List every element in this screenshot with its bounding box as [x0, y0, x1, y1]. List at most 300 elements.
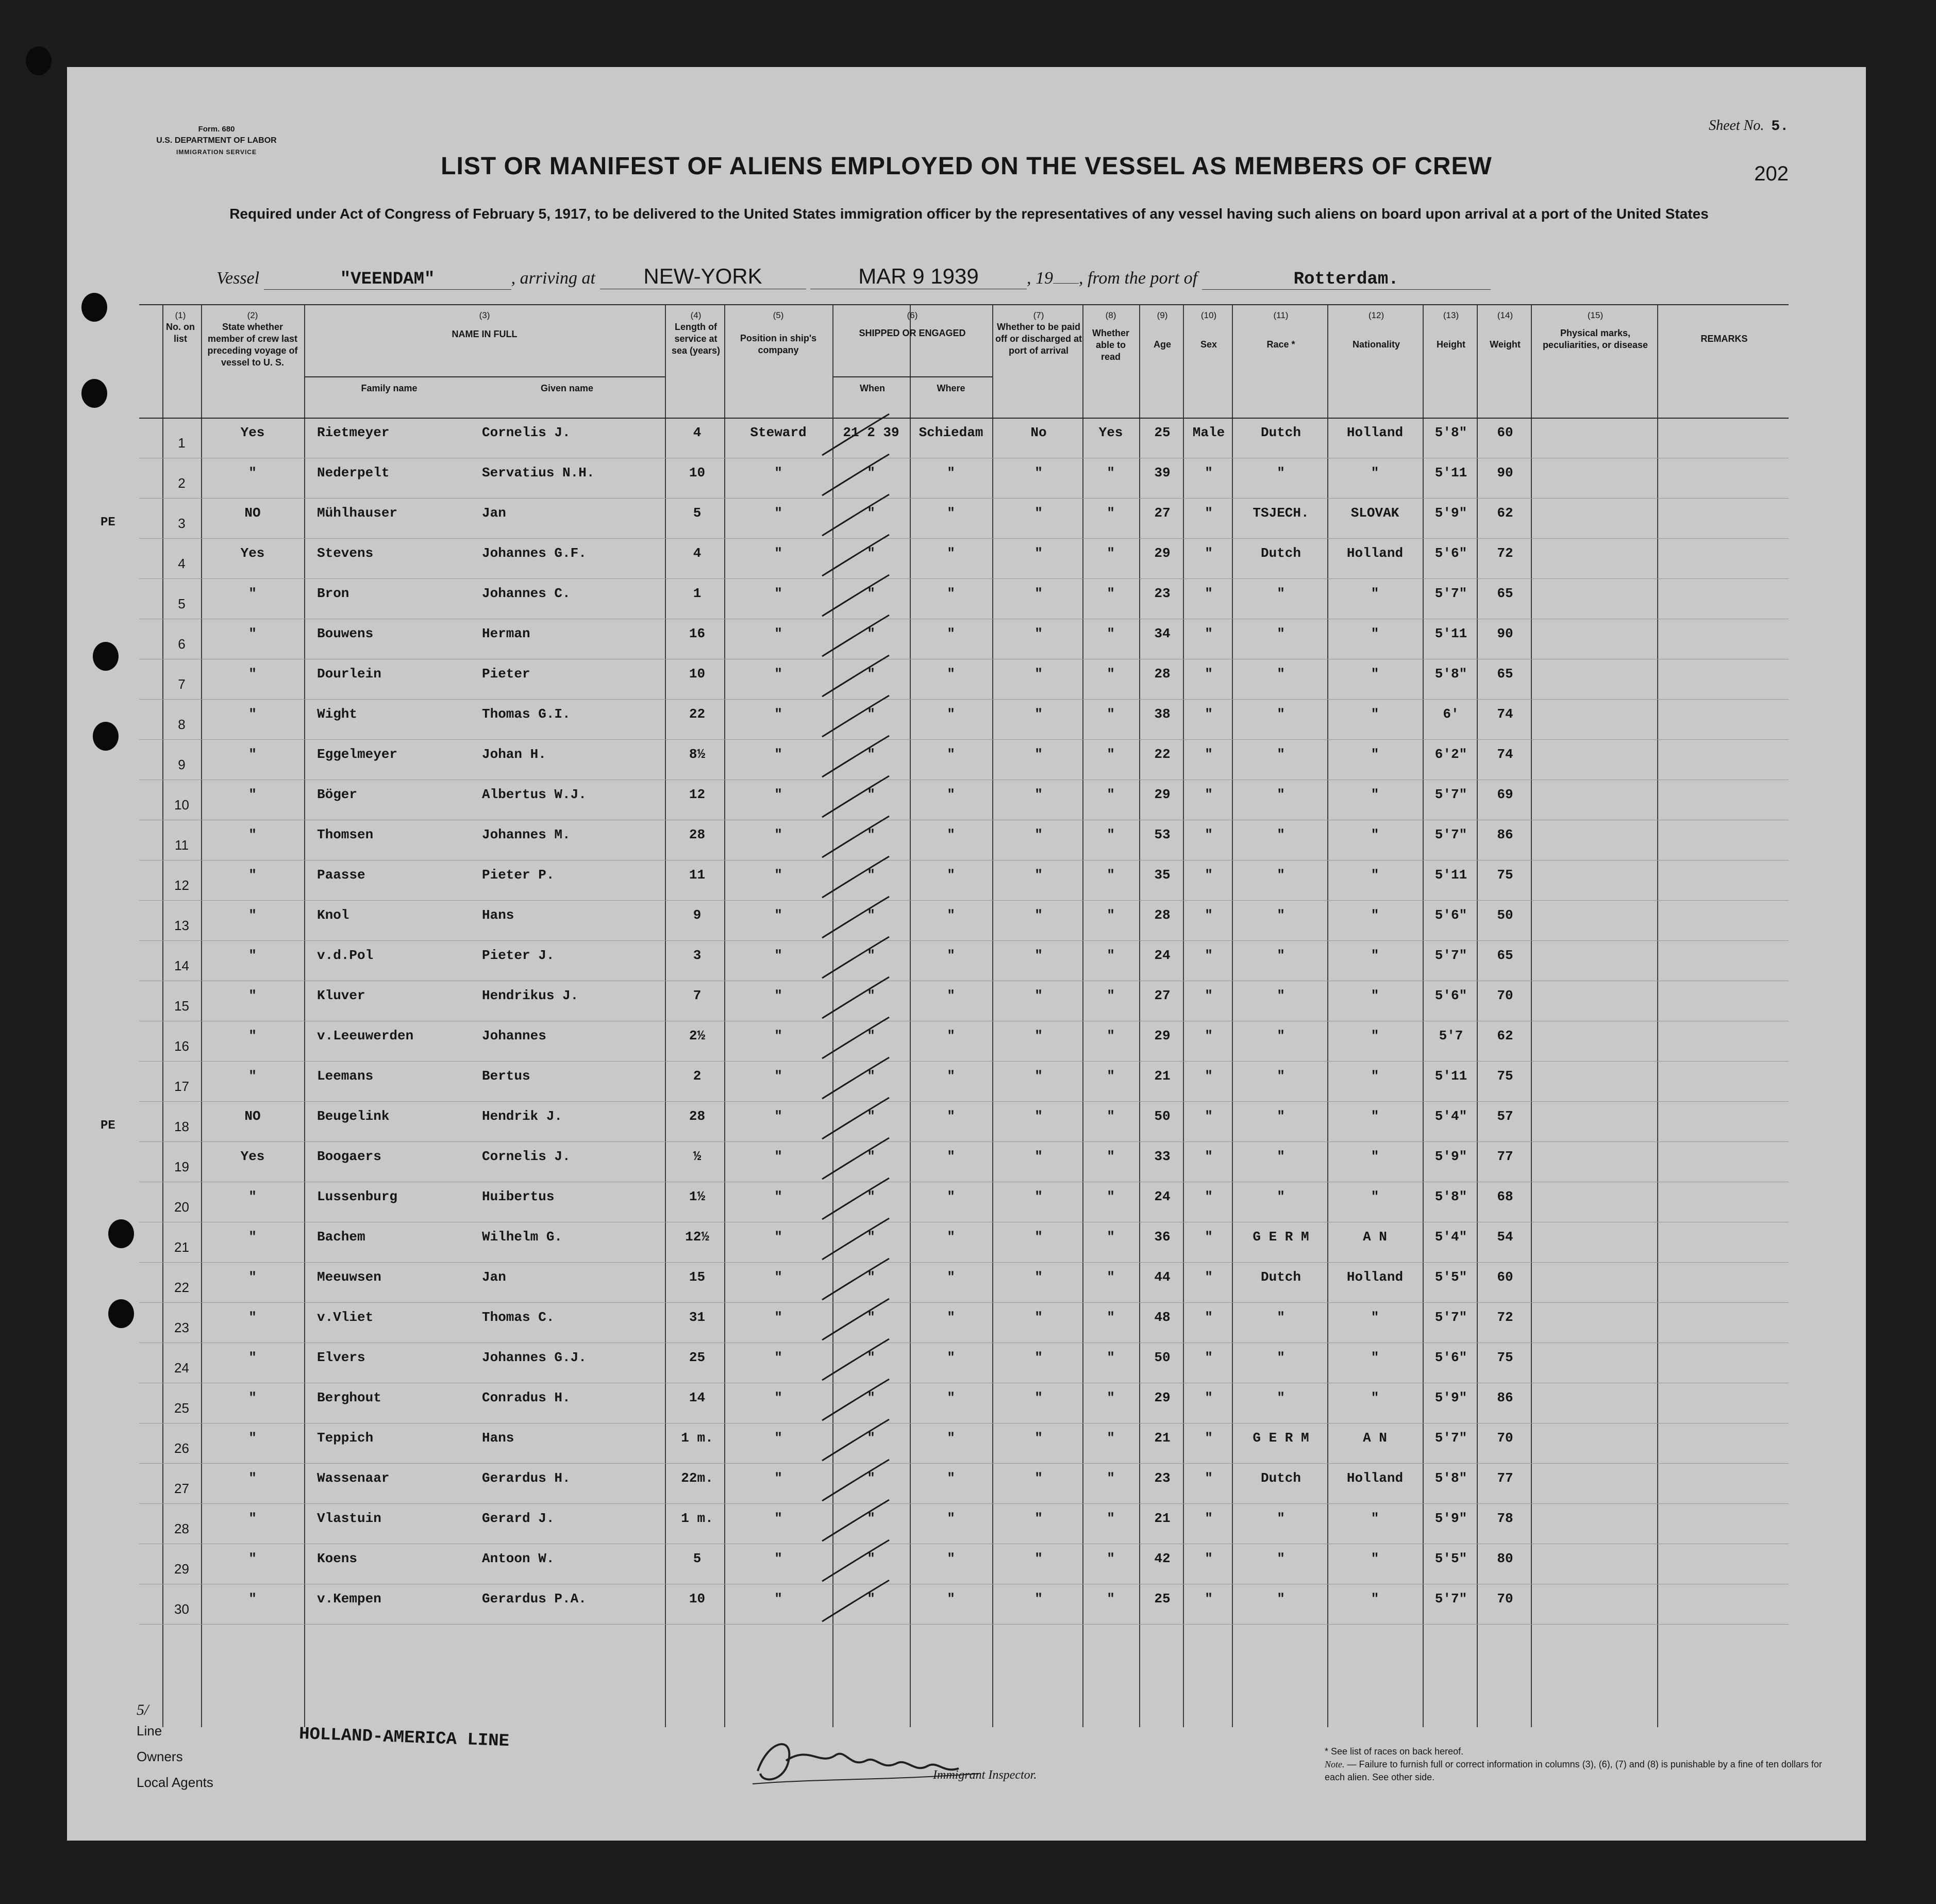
service-length-cell: 10 [689, 1591, 706, 1607]
local-agents-label: Local Agents [137, 1775, 213, 1790]
race-cell: G E R M [1253, 1430, 1309, 1446]
inspector-label: Immigrant Inspector. [933, 1768, 1037, 1782]
able-to-read-cell: " [1107, 505, 1115, 521]
able-to-read-cell: " [1107, 465, 1115, 481]
member-status-cell: " [248, 787, 257, 802]
family-name-cell: v.Leeuwerden [317, 1028, 414, 1044]
shipped-when-cell: " [867, 1511, 875, 1526]
year-prefix: , 19 [1027, 269, 1053, 288]
shipped-when-cell: " [867, 1310, 875, 1325]
position-cell: " [774, 1310, 782, 1325]
weight-cell: 78 [1497, 1511, 1513, 1526]
table-row [139, 659, 1789, 695]
age-cell: 44 [1154, 1269, 1171, 1285]
nationality-cell: " [1371, 907, 1379, 923]
row-number-cell: 1 [178, 435, 186, 451]
given-name-cell: Thomas C. [482, 1310, 555, 1325]
able-to-read-cell: " [1107, 1591, 1115, 1607]
sex-cell: Male [1192, 425, 1225, 440]
shipped-where-cell: " [947, 586, 955, 601]
paid-off-cell: " [1034, 1149, 1043, 1164]
nationality-cell: " [1371, 666, 1379, 682]
col-header-name: (3) NAME IN FULL [452, 310, 518, 339]
row-number-cell: 24 [174, 1360, 189, 1376]
nationality-cell: " [1371, 747, 1379, 762]
given-name-cell: Herman [482, 626, 530, 641]
row-rule [304, 376, 665, 377]
sex-cell: " [1205, 1269, 1213, 1285]
paid-off-cell: " [1034, 907, 1043, 923]
shipped-where-cell: " [947, 867, 955, 883]
shipped-where-cell: " [947, 988, 955, 1003]
service-length-cell: 31 [689, 1310, 706, 1325]
table-row [139, 578, 1789, 615]
family-name-cell: Paasse [317, 867, 365, 883]
sex-cell: " [1205, 787, 1213, 802]
position-cell: " [774, 706, 782, 722]
given-name-cell: Hans [482, 1430, 514, 1446]
age-cell: 23 [1154, 1470, 1171, 1486]
age-cell: 29 [1154, 1390, 1171, 1405]
height-cell: 5'9" [1434, 505, 1467, 521]
given-name-cell: Huibertus [482, 1189, 555, 1204]
family-name-cell: Stevens [317, 545, 374, 561]
paid-off-cell: " [1034, 1108, 1043, 1124]
punch-hole [93, 722, 119, 751]
line-label: Line [137, 1723, 162, 1739]
service-length-cell: 1 m. [681, 1511, 713, 1526]
table-row [139, 1584, 1789, 1620]
position-cell: " [774, 505, 782, 521]
nationality-cell: " [1371, 1511, 1379, 1526]
weight-cell: 74 [1497, 747, 1513, 762]
height-cell: 5'5" [1434, 1551, 1467, 1566]
nationality-cell: " [1371, 1149, 1379, 1164]
member-status-cell: " [248, 907, 257, 923]
paid-off-cell: " [1034, 706, 1043, 722]
age-cell: 27 [1154, 505, 1171, 521]
position-cell: " [774, 1470, 782, 1486]
able-to-read-cell: " [1107, 787, 1115, 802]
shipped-when-cell: " [867, 948, 875, 963]
member-status-cell: " [248, 867, 257, 883]
family-name-cell: Wight [317, 706, 358, 722]
family-name-cell: Teppich [317, 1430, 374, 1446]
row-number-cell: 5 [178, 596, 186, 611]
race-cell: " [1277, 747, 1285, 762]
service-name: IMMIGRATION SERVICE [176, 148, 257, 156]
pe-annotation: PE [101, 516, 115, 529]
shipped-where-cell: " [947, 1108, 955, 1124]
given-name-cell: Gerardus H. [482, 1470, 571, 1486]
service-length-cell: 28 [689, 1108, 706, 1124]
service-length-cell: 2 [693, 1068, 702, 1084]
shipped-where-cell: " [947, 1269, 955, 1285]
able-to-read-cell: " [1107, 1068, 1115, 1084]
age-cell: 23 [1154, 586, 1171, 601]
member-status-cell: " [248, 706, 257, 722]
member-status-cell: " [248, 1470, 257, 1486]
height-cell: 5'4" [1434, 1108, 1467, 1124]
race-cell: " [1277, 1068, 1285, 1084]
able-to-read-cell: " [1107, 747, 1115, 762]
given-name-cell: Pieter [482, 666, 530, 682]
height-cell: 5'11 [1434, 626, 1467, 641]
vessel-line [216, 264, 1491, 290]
given-name-cell: Johan H. [482, 747, 546, 762]
paid-off-cell: " [1034, 1551, 1043, 1566]
row-number-cell: 8 [178, 717, 186, 732]
table-row [139, 418, 1789, 454]
age-cell: 22 [1154, 747, 1171, 762]
row-number-cell: 25 [174, 1400, 189, 1416]
col-header-when: When [860, 383, 885, 393]
given-name-cell: Thomas G.I. [482, 706, 571, 722]
row-number-cell: 4 [178, 556, 186, 571]
race-cell: Dutch [1260, 425, 1301, 440]
position-cell: " [774, 1269, 782, 1285]
given-name-cell: Hans [482, 907, 514, 923]
row-number-cell: 19 [174, 1159, 189, 1174]
punch-hole [108, 1299, 134, 1328]
row-number-cell: 21 [174, 1239, 189, 1255]
shipped-where-cell: " [947, 1229, 955, 1245]
table-row [139, 1544, 1789, 1580]
col-header-family-name: Family name [361, 383, 418, 393]
position-cell: " [774, 1028, 782, 1044]
weight-cell: 74 [1497, 706, 1513, 722]
shipped-where-cell: " [947, 948, 955, 963]
family-name-cell: Elvers [317, 1350, 365, 1365]
height-cell: 5'7" [1434, 1430, 1467, 1446]
nationality-cell: Holland [1346, 425, 1404, 440]
row-number-cell: 30 [174, 1601, 189, 1617]
service-length-cell: 1 [693, 586, 702, 601]
shipped-when-cell: " [867, 867, 875, 883]
shipped-when-cell: " [867, 907, 875, 923]
position-cell: " [774, 1229, 782, 1245]
race-cell: " [1277, 907, 1285, 923]
family-name-cell: Dourlein [317, 666, 381, 682]
able-to-read-cell: " [1107, 1470, 1115, 1486]
table-row [139, 940, 1789, 976]
pe-annotation: PE [101, 1119, 115, 1133]
table-row [139, 1423, 1789, 1459]
col-header-where: Where [937, 383, 965, 393]
family-name-cell: Knol [317, 907, 349, 923]
age-cell: 50 [1154, 1108, 1171, 1124]
shipped-when-cell: " [867, 1350, 875, 1365]
member-status-cell: " [248, 948, 257, 963]
member-status-cell: " [248, 1269, 257, 1285]
paid-off-cell: " [1034, 867, 1043, 883]
age-cell: 33 [1154, 1149, 1171, 1164]
member-status-cell: " [248, 1350, 257, 1365]
able-to-read-cell: " [1107, 988, 1115, 1003]
able-to-read-cell: " [1107, 827, 1115, 842]
arriving-label: , arriving at [511, 269, 595, 288]
race-cell: " [1277, 1149, 1285, 1164]
shipped-when-cell: " [867, 1551, 875, 1566]
note-label: Note. [1325, 1759, 1345, 1769]
position-cell: " [774, 747, 782, 762]
row-number-cell: 28 [174, 1521, 189, 1536]
paid-off-cell: " [1034, 787, 1043, 802]
col-header-paid-off: (7) Whether to be paid off or discharged at port of arrival [995, 310, 1082, 356]
service-length-cell: 3 [693, 948, 702, 963]
shipped-where-cell: " [947, 465, 955, 481]
shipped-when-cell: " [867, 1229, 875, 1245]
weight-cell: 75 [1497, 867, 1513, 883]
race-cell: " [1277, 586, 1285, 601]
age-cell: 24 [1154, 1189, 1171, 1204]
able-to-read-cell: " [1107, 626, 1115, 641]
shipped-where-cell: Schiedam [919, 425, 983, 440]
position-cell: " [774, 586, 782, 601]
weight-cell: 65 [1497, 948, 1513, 963]
nationality-cell: " [1371, 827, 1379, 842]
able-to-read-cell: " [1107, 586, 1115, 601]
family-name-cell: Eggelmeyer [317, 747, 398, 762]
punch-hole [81, 293, 107, 322]
family-name-cell: v.Kempen [317, 1591, 381, 1607]
weight-cell: 86 [1497, 1390, 1513, 1405]
paid-off-cell: " [1034, 1189, 1043, 1204]
nationality-cell: " [1371, 626, 1379, 641]
row-number-cell: 10 [174, 797, 189, 813]
row-number-cell: 3 [178, 516, 186, 531]
owners-label: Owners [137, 1749, 183, 1764]
given-name-cell: Bertus [482, 1068, 530, 1084]
row-number-cell: 9 [178, 757, 186, 772]
sex-cell: " [1205, 1591, 1213, 1607]
race-cell: " [1277, 1511, 1285, 1526]
given-name-cell: Gerard J. [482, 1511, 555, 1526]
nationality-cell: " [1371, 1189, 1379, 1204]
able-to-read-cell: " [1107, 1028, 1115, 1044]
given-name-cell: Servatius N.H. [482, 465, 595, 481]
service-length-cell: 11 [689, 867, 706, 883]
table-row [139, 699, 1789, 735]
sex-cell: " [1205, 1068, 1213, 1084]
age-cell: 21 [1154, 1511, 1171, 1526]
table-row [139, 1503, 1789, 1539]
position-cell: " [774, 867, 782, 883]
member-status-cell: Yes [240, 425, 265, 440]
nationality-cell: A N [1363, 1229, 1387, 1245]
service-length-cell: ½ [693, 1149, 702, 1164]
service-length-cell: 12½ [685, 1229, 709, 1245]
sex-cell: " [1205, 948, 1213, 963]
position-cell: " [774, 907, 782, 923]
sex-cell: " [1205, 1310, 1213, 1325]
paid-off-cell: " [1034, 1310, 1043, 1325]
table-row [139, 1302, 1789, 1338]
height-cell: 5'6" [1434, 1350, 1467, 1365]
row-number-cell: 7 [178, 676, 186, 692]
age-cell: 25 [1154, 1591, 1171, 1607]
position-cell: " [774, 1591, 782, 1607]
nationality-cell: Holland [1346, 1470, 1404, 1486]
owners-value: HOLLAND-AMERICA LINE [298, 1724, 510, 1752]
sex-cell: " [1205, 1390, 1213, 1405]
race-cell: Dutch [1260, 545, 1301, 561]
age-cell: 24 [1154, 948, 1171, 963]
shipped-where-cell: " [947, 706, 955, 722]
sex-cell: " [1205, 545, 1213, 561]
member-status-cell: " [248, 626, 257, 641]
sheet-number-label: Sheet No. [1709, 118, 1764, 134]
weight-cell: 72 [1497, 545, 1513, 561]
shipped-where-cell: " [947, 505, 955, 521]
weight-cell: 77 [1497, 1470, 1513, 1486]
row-rule [832, 376, 992, 377]
paid-off-cell: " [1034, 747, 1043, 762]
service-length-cell: 25 [689, 1350, 706, 1365]
family-name-cell: Meeuwsen [317, 1269, 381, 1285]
shipped-where-cell: " [947, 1430, 955, 1446]
col-header-nationality: (12) Nationality [1352, 310, 1400, 350]
sheet-number [1709, 118, 1789, 135]
position-cell: " [774, 1551, 782, 1566]
race-cell: " [1277, 626, 1285, 641]
given-name-cell: Jan [482, 1269, 506, 1285]
race-cell: Dutch [1260, 1470, 1301, 1486]
given-name-cell: Hendrikus J. [482, 988, 579, 1003]
weight-cell: 57 [1497, 1108, 1513, 1124]
paid-off-cell: " [1034, 988, 1043, 1003]
position-cell: " [774, 1511, 782, 1526]
nationality-cell: Holland [1346, 545, 1404, 561]
shipped-when-cell: " [867, 465, 875, 481]
able-to-read-cell: " [1107, 666, 1115, 682]
service-length-cell: 2½ [689, 1028, 706, 1044]
shipped-where-cell: " [947, 1068, 955, 1084]
vessel-label: Vessel [216, 269, 260, 288]
family-name-cell: Lussenburg [317, 1189, 398, 1204]
table-row [139, 860, 1789, 896]
sex-cell: " [1205, 1350, 1213, 1365]
paid-off-cell: No [1030, 425, 1047, 440]
shipped-where-cell: " [947, 1350, 955, 1365]
service-length-cell: 4 [693, 425, 702, 440]
col-header-no: (1) No. on list [166, 310, 195, 344]
nationality-cell: " [1371, 586, 1379, 601]
race-cell: " [1277, 988, 1285, 1003]
nationality-cell: " [1371, 1390, 1379, 1405]
able-to-read-cell: " [1107, 1551, 1115, 1566]
given-name-cell: Johannes M. [482, 827, 571, 842]
member-status-cell: " [248, 988, 257, 1003]
age-cell: 28 [1154, 907, 1171, 923]
shipped-when-cell: 21 2 39 [843, 425, 899, 440]
arriving-port: NEW-YORK [600, 264, 806, 289]
height-cell: 5'9" [1434, 1511, 1467, 1526]
weight-cell: 86 [1497, 827, 1513, 842]
shipped-when-cell: " [867, 787, 875, 802]
age-cell: 29 [1154, 545, 1171, 561]
weight-cell: 75 [1497, 1068, 1513, 1084]
sex-cell: " [1205, 1511, 1213, 1526]
age-cell: 25 [1154, 425, 1171, 440]
table-row [139, 739, 1789, 775]
age-cell: 53 [1154, 827, 1171, 842]
given-name-cell: Pieter P. [482, 867, 555, 883]
member-status-cell: " [248, 827, 257, 842]
weight-cell: 65 [1497, 666, 1513, 682]
given-name-cell: Cornelis J. [482, 425, 571, 440]
col-header-sex: (10) Sex [1200, 310, 1217, 350]
row-rule [139, 1624, 1789, 1625]
height-cell: 5'7" [1434, 586, 1467, 601]
footnotes [1325, 1745, 1830, 1784]
race-cell: " [1277, 787, 1285, 802]
height-cell: 5'7" [1434, 1591, 1467, 1607]
race-cell: G E R M [1253, 1229, 1309, 1245]
table-row [139, 458, 1789, 494]
age-cell: 42 [1154, 1551, 1171, 1566]
nationality-cell: " [1371, 948, 1379, 963]
row-number-cell: 12 [174, 878, 189, 893]
paid-off-cell: " [1034, 666, 1043, 682]
shipped-when-cell: " [867, 827, 875, 842]
shipped-when-cell: " [867, 988, 875, 1003]
shipped-where-cell: " [947, 747, 955, 762]
sheet-number-value: 5. [1771, 119, 1789, 135]
weight-cell: 65 [1497, 586, 1513, 601]
paid-off-cell: " [1034, 1390, 1043, 1405]
col-header-position: (5) Position in ship's company [740, 310, 817, 355]
height-cell: 5'6" [1434, 988, 1467, 1003]
punch-hole [26, 46, 52, 75]
member-status-cell: " [248, 1390, 257, 1405]
given-name-cell: Albertus W.J. [482, 787, 587, 802]
member-status-cell: " [248, 1551, 257, 1566]
height-cell: 5'11 [1434, 867, 1467, 883]
race-cell: " [1277, 1350, 1285, 1365]
race-cell: " [1277, 1390, 1285, 1405]
position-cell: " [774, 545, 782, 561]
paid-off-cell: " [1034, 1470, 1043, 1486]
nationality-cell: " [1371, 465, 1379, 481]
height-cell: 5'9" [1434, 1390, 1467, 1405]
date-stamp: MAR 9 1939 [810, 264, 1027, 289]
col-header-physical-marks: (15) Physical marks, peculiarities, or disease [1542, 310, 1648, 350]
family-name-cell: Rietmeyer [317, 425, 390, 440]
height-cell: 5'11 [1434, 1068, 1467, 1084]
shipped-where-cell: " [947, 1390, 955, 1405]
member-status-cell: " [248, 1229, 257, 1245]
able-to-read-cell: " [1107, 1430, 1115, 1446]
sex-cell: " [1205, 666, 1213, 682]
age-cell: 50 [1154, 1350, 1171, 1365]
shipped-where-cell: " [947, 626, 955, 641]
table-row [139, 1343, 1789, 1379]
position-cell: " [774, 1068, 782, 1084]
age-cell: 29 [1154, 787, 1171, 802]
row-number-cell: 15 [174, 998, 189, 1014]
member-status-cell: " [248, 666, 257, 682]
height-cell: 5'9" [1434, 1149, 1467, 1164]
height-cell: 5'7" [1434, 787, 1467, 802]
able-to-read-cell: Yes [1098, 425, 1123, 440]
age-cell: 21 [1154, 1430, 1171, 1446]
row-number-cell: 17 [174, 1079, 189, 1094]
position-cell: " [774, 827, 782, 842]
race-cell: " [1277, 1189, 1285, 1204]
service-length-cell: 1½ [689, 1189, 706, 1204]
shipped-when-cell: " [867, 1430, 875, 1446]
